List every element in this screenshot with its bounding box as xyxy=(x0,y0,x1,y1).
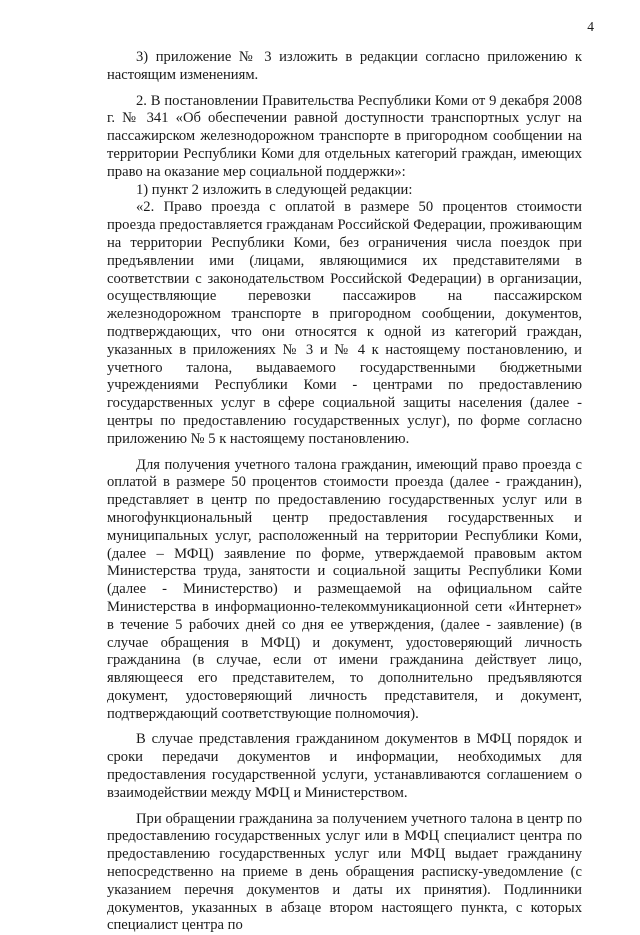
paragraph-receipt-notice: При обращении гражданина за получением учетного талона в центр по предоставлению государственных услуг или в МФЦ специалист центра по предоставлению государственных услуг или МФЦ выдает гражданину непосредственно на приеме в день обращения расписку-уведомление (с указанием перечня документов и даты их принятия). Подлинники документов, указанных в абзаце втором настоящего пункта, с которых специалист центра по xyxy=(107,810,582,934)
document-body xyxy=(107,49,582,935)
paragraph-section-2: 2. В постановлении Правительства Республики Коми от 9 декабря 2008 г. № 341 «Об обеспечении равной доступности транспортных услуг на пассажирском железнодорожном транспорте в пригородном сообщении на территории Республики Коми для отдельных категорий граждан, имеющих право на оказание мер социальной поддержки»: xyxy=(107,92,582,180)
paragraph-ticket-application: Для получения учетного талона гражданин, имеющий право проезда с оплатой в размере 50 процентов стоимости проезда (далее - гражданин), представляет в центр по предоставлению государственных услуг или в многофункциональный центр предоставления государственных и муниципальных услуг, расположенный на территории Республики Коми, (далее – МФЦ) заявление по форме, утверждаемой правовым актом Министерства труда, занятости и социальной защиты Республики Коми (далее - Министерство) и размещаемой на официальном сайте Министерства в информационно-телекоммуникационной сети «Интернет» в течение 5 рабочих дней со дня ее утверждения, (далее - заявление) (в случае обращения в МФЦ) и документ, удостоверяющий личность гражданина (в случае, если от имени гражданина действует лицо, являющееся его представителем, то дополнительно предъявляются документ, удостоверяющий личность представителя, и документ, подтверждающий соответствующие полномочия). xyxy=(107,456,582,722)
paragraph-subitem-1: 1) пункт 2 изложить в следующей редакции: xyxy=(136,181,413,198)
page-number: 4 xyxy=(587,19,594,34)
paragraph-mfc-procedure: В случае представления гражданином документов в МФЦ порядок и сроки передачи документов и информации, необходимых для предоставления государственной услуги, устанавливаются соглашением о взаимодействии между МФЦ и Министерством. xyxy=(107,731,582,801)
paragraph-item-3: 3) приложение № 3 изложить в редакции согласно приложению к настоящим изменениям. xyxy=(107,49,582,83)
paragraph-quoted-clause-2: «2. Право проезда с оплатой в размере 50 процентов стоимости проезда предоставляется гражданам Российской Федерации, проживающим на территории Республики Коми, без ограничения числа поездок при предъявлении ими (лицами, являющимися их представителями в соответствии с законодательством Российской Федерации) в организации, осуществляющие перевозки пассажиров на пассажирском железнодорожном транспорте в пригородном сообщении, документов, подтверждающих, что они относятся к одной из категорий граждан, указанных в приложениях № 3 и № 4 к настоящему постановлению, и учетного талона, выдаваемого государственными бюджетными учреждениями Республики Коми - центрами по предоставлению государственных услуг в сфере социальной защиты населения (далее - центры по предоставлению государственных услуг), по форме согласно приложению № 5 к настоящему постановлению. xyxy=(107,199,582,447)
